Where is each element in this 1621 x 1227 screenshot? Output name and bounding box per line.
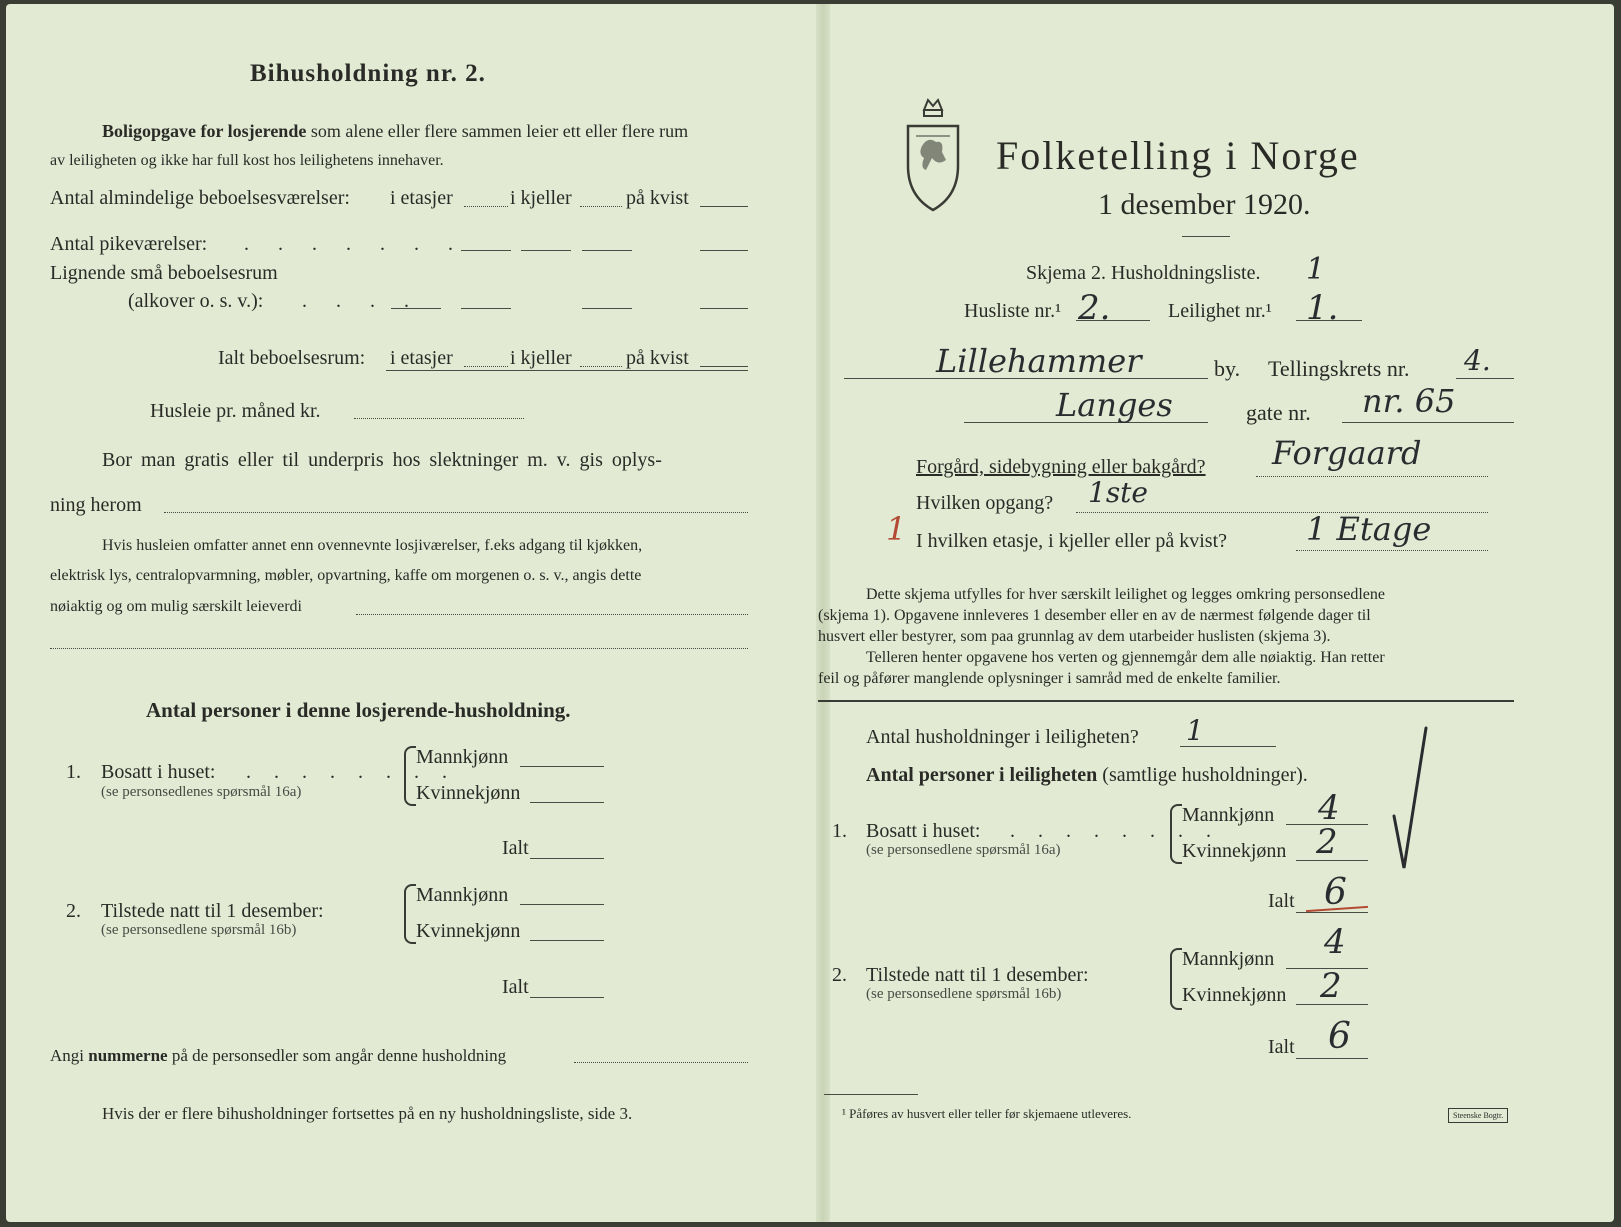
gate-nr-hw: nr. 65	[1362, 382, 1456, 420]
right-tilstede-kvinne: Kvinnekjønn	[1182, 984, 1287, 1006]
alkover-extra-field[interactable]	[582, 308, 632, 309]
husliste-hw: 2.	[1078, 288, 1111, 328]
left-tilstede-ialt: Ialt	[502, 976, 529, 998]
skjema-hw: 1	[1306, 252, 1326, 287]
note-line4: Telleren henter opgavene hos verten og gjennemgår dem alle nøiaktig. Han retter	[866, 649, 1385, 666]
right-bosatt-mann: Mannkjønn	[1182, 804, 1275, 826]
ning-herom-label: ning herom	[50, 494, 142, 516]
etasje-label: I hvilken etasje, i kjeller eller på kvist?	[916, 530, 1227, 552]
alkover-label: (alkover o. s. v.):	[128, 290, 264, 312]
ialt-kjeller: i kjeller	[510, 347, 572, 369]
alkover-kvist-field[interactable]	[700, 308, 748, 309]
leieverdi-field-2[interactable]	[50, 648, 748, 649]
left-tilstede-label: Tilstede natt til 1 desember:	[101, 900, 324, 922]
husliste-label: Husliste nr.¹	[964, 300, 1062, 322]
opgang-hw: 1ste	[1088, 476, 1149, 509]
left-bosatt-ialt-field[interactable]	[530, 858, 604, 859]
gate-nr-field[interactable]	[1342, 422, 1514, 423]
right-bosatt-brace	[1170, 804, 1182, 864]
left-tilstede-num: 2.	[66, 900, 81, 922]
ialt-kvist: på kvist	[626, 347, 689, 369]
gate-hw: Langes	[1056, 386, 1173, 424]
pike-kjeller-field[interactable]	[521, 250, 571, 251]
right-tilstede-mann-hw: 4	[1324, 922, 1346, 962]
ialt-etasjer-field[interactable]	[464, 366, 508, 367]
husleie-field[interactable]	[354, 418, 524, 419]
left-bosatt-num: 1.	[66, 761, 81, 783]
footnote-rule	[824, 1094, 918, 1095]
alkover-kjeller-field[interactable]	[461, 308, 511, 309]
alm-kvist: på kvist	[626, 187, 689, 209]
leilighet-label: Leilighet nr.¹	[1168, 300, 1272, 322]
right-date: 1 desember 1920.	[1098, 188, 1311, 221]
right-bosatt-kvinne-hw: 2	[1316, 822, 1338, 862]
pike-dots: . . . . . . .	[244, 233, 465, 255]
margin-mark-hw: 1	[886, 510, 907, 548]
antal-pers-rest: (samtlige husholdninger).	[1102, 764, 1308, 786]
husleie-label: Husleie pr. måned kr.	[150, 400, 321, 422]
left-intro	[102, 121, 688, 142]
left-tilstede-kvinne-field[interactable]	[530, 940, 604, 941]
opgang-label: Hvilken opgang?	[916, 492, 1054, 514]
alm-etasjer-field[interactable]	[464, 206, 508, 207]
by-label: by.	[1214, 356, 1241, 381]
right-bosatt-ialt-hw: 6	[1324, 872, 1347, 913]
left-bosatt-dots: . . . . . . . .	[246, 761, 456, 783]
flere-note: Hvis der er flere bihusholdninger fortsettes på en ny husholdningsliste, side 3.	[102, 1104, 633, 1123]
left-bosatt-label: Bosatt i huset:	[101, 761, 216, 783]
angi-line	[50, 1046, 506, 1066]
ialt-kjeller-field[interactable]	[580, 366, 622, 367]
ialt-kvist-field[interactable]	[700, 366, 748, 367]
skjema-label: Skjema 2. Husholdningsliste.	[1026, 262, 1261, 284]
hvis-line2: elektrisk lys, centralopvarmning, møbler, opvartning, kaffe om morgenen o. s. v., angis dette	[50, 567, 642, 584]
antal-hush-hw: 1	[1186, 714, 1204, 747]
angi-rest: på de personsedler som angår denne husholdning	[171, 1046, 507, 1065]
footnote: ¹ Påføres av husvert eller teller før skjemaene utleveres.	[842, 1106, 1132, 1121]
antal-alm-label: Antal almindelige beboelsesværelser:	[50, 187, 350, 209]
right-tilstede-num: 2.	[832, 964, 847, 986]
right-bosatt-note: (se personsedlene spørsmål 16a)	[866, 842, 1061, 858]
right-tilstede-ialt-hw: 6	[1328, 1016, 1351, 1057]
leilighet-hw: 1.	[1306, 288, 1339, 328]
coat-of-arms-icon	[902, 96, 964, 214]
pike-kvist-field[interactable]	[700, 250, 748, 251]
right-bosatt-label: Bosatt i huset:	[866, 820, 981, 842]
alm-kjeller: i kjeller	[510, 187, 572, 209]
gate-label: gate nr.	[1246, 400, 1311, 425]
census-form-sheet	[6, 4, 1614, 1222]
tellingskrets-field[interactable]	[1456, 378, 1514, 379]
alm-kjeller-field[interactable]	[580, 206, 622, 207]
note-line2: (skjema 1). Opgavene innleveres 1 desember eller en av de nærmest følgende dager til	[818, 607, 1371, 624]
tellingskrets-hw: 4.	[1464, 344, 1491, 377]
forgaard-hw: Forgaard	[1272, 434, 1422, 472]
antal-pers-bold: Antal personer i leiligheten	[866, 764, 1098, 786]
ialt-rum-label: Ialt beboelsesrum:	[218, 347, 366, 369]
by-hw: Lillehammer	[936, 342, 1142, 380]
right-tilstede-label: Tilstede natt til 1 desember:	[866, 964, 1089, 986]
intro-rest: som alene eller flere sammen leier ett eller flere rum	[310, 121, 689, 141]
alkover-dots: . . . .	[302, 290, 421, 312]
right-bosatt-dots: . . . . . . . .	[1010, 820, 1220, 842]
right-bosatt-mann-hw: 4	[1318, 788, 1340, 828]
intro-line2: av leiligheten og ikke har full kost hos leilighetens innehaver.	[50, 152, 444, 169]
right-tilstede-mann: Mannkjønn	[1182, 948, 1275, 970]
angi-first: Angi	[50, 1046, 84, 1065]
printer-stamp: Steenske Bogtr.	[1448, 1108, 1508, 1123]
right-bosatt-ialt: Ialt	[1268, 890, 1295, 912]
etasje-field[interactable]	[1296, 550, 1488, 551]
right-tilstede-kvinne-hw: 2	[1320, 966, 1342, 1006]
section-rule	[818, 700, 1514, 702]
title-rule	[1182, 236, 1230, 237]
left-tilstede-mann: Mannkjønn	[416, 884, 509, 906]
left-bosatt-kvinne: Kvinnekjønn	[416, 782, 521, 804]
antal-pers-line	[866, 764, 1308, 787]
alkover-etasjer-field[interactable]	[391, 308, 441, 309]
left-tilstede-mann-field[interactable]	[520, 904, 604, 905]
alm-etasjer: i etasjer	[390, 187, 453, 209]
right-tilstede-ialt: Ialt	[1268, 1036, 1295, 1058]
ialt-etasjer: i etasjer	[390, 347, 453, 369]
check-mark-icon	[1390, 724, 1430, 874]
angi-bold: nummerne	[88, 1046, 168, 1065]
ialt-underline	[386, 370, 748, 371]
left-bosatt-kvinne-field[interactable]	[530, 802, 604, 803]
left-tilstede-ialt-field[interactable]	[530, 997, 604, 998]
left-antal-personer-heading: Antal personer i denne losjerende-husholdning.	[146, 698, 571, 722]
right-bosatt-num: 1.	[832, 820, 847, 842]
antal-pike-label: Antal pikeværelser:	[50, 233, 208, 255]
etasje-hw: 1 Etage	[1306, 510, 1432, 548]
hvis-line1: Hvis husleien omfatter annet enn ovennevnte losjiværelser, f.eks adgang til kjøkken,	[102, 537, 643, 554]
forgaard-field[interactable]	[1256, 476, 1488, 477]
forgaard-label: Forgård, sidebygning eller bakgård?	[916, 456, 1206, 478]
pike-etasjer-field[interactable]	[461, 250, 511, 251]
left-tilstede-note: (se personsedlene spørsmål 16b)	[101, 922, 297, 938]
right-tilstede-brace	[1170, 948, 1182, 1010]
angi-field[interactable]	[574, 1062, 748, 1063]
left-tilstede-brace	[404, 884, 416, 944]
right-title: Folketelling i Norge	[996, 133, 1360, 178]
lignende-label: Lignende små beboelsesrum	[50, 262, 278, 284]
bor-man-label: Bor man gratis eller til underpris hos slektninger m. v. gis oplys-	[102, 449, 662, 471]
right-tilstede-note: (se personsedlene spørsmål 16b)	[866, 986, 1062, 1002]
note-line3: husvert eller bestyrer, som paa grunnlag av dem utarbeider huslisten (skjema 3).	[818, 628, 1331, 645]
intro-bold: Boligopgave for losjerende	[102, 121, 307, 141]
note-line1: Dette skjema utfylles for hver særskilt leilighet og legges omkring personsedlene	[866, 586, 1385, 603]
left-bosatt-note: (se personsedlenes spørsmål 16a)	[101, 784, 302, 800]
note-line5: feil og påfører manglende oplysninger i samråd med de enkelte familier.	[818, 670, 1281, 687]
hvis-line3: nøiaktig og om mulig særskilt leieverdi	[50, 598, 302, 615]
antal-hush-label: Antal husholdninger i leiligheten?	[866, 726, 1139, 748]
left-title: Bihusholdning nr. 2.	[250, 60, 486, 87]
left-bosatt-mann: Mannkjønn	[416, 746, 509, 768]
leieverdi-field[interactable]	[356, 614, 748, 615]
left-bosatt-mann-field[interactable]	[520, 766, 604, 767]
left-tilstede-kvinne: Kvinnekjønn	[416, 920, 521, 942]
pike-extra-field[interactable]	[582, 250, 632, 251]
tellingskrets-label: Tellingskrets nr.	[1268, 356, 1410, 381]
right-bosatt-kvinne: Kvinnekjønn	[1182, 840, 1287, 862]
ning-herom-field[interactable]	[164, 512, 748, 513]
right-tilstede-ialt-field[interactable]	[1296, 1058, 1368, 1059]
left-bosatt-ialt: Ialt	[502, 837, 529, 859]
alm-kvist-field[interactable]	[700, 206, 748, 207]
left-bosatt-brace	[404, 746, 416, 806]
